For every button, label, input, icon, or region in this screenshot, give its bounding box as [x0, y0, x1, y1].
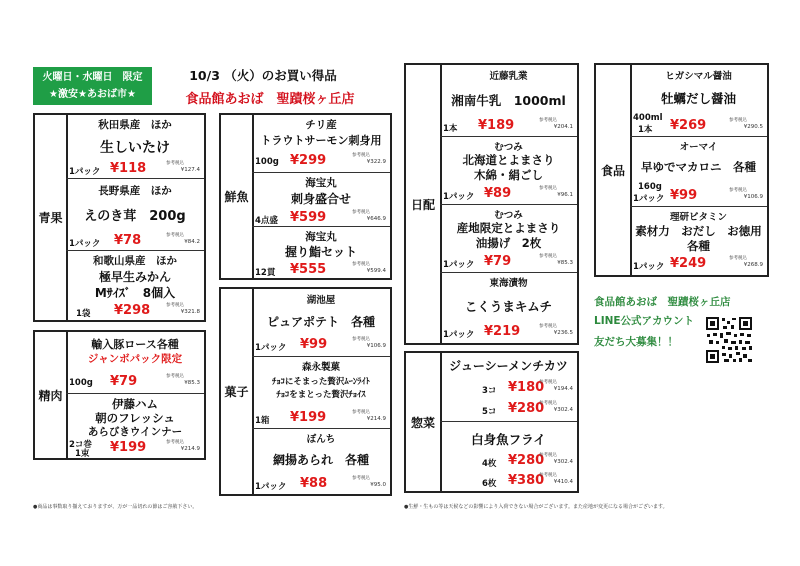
price: ¥280 — [508, 453, 545, 468]
ref-price-label: 参考税込 — [539, 324, 557, 329]
ref-price-label: 参考税込 — [166, 303, 184, 308]
price: ¥298 — [114, 303, 151, 318]
product-name: えのき茸 200g — [84, 209, 186, 224]
ref-price: ¥214.9 — [366, 416, 386, 422]
unit: 1パック — [443, 260, 475, 270]
unit: 1パック — [255, 482, 287, 492]
product-item — [440, 137, 577, 205]
product-name: トラウトサーモン刺身用 — [260, 134, 382, 147]
ref-price: ¥106.9 — [743, 194, 763, 200]
product-name-2: あらびきウインナー — [87, 426, 183, 438]
price: ¥99 — [670, 188, 698, 203]
maker: 近藤乳業 — [489, 71, 528, 82]
product-item — [440, 353, 577, 422]
product-name-2: 油揚げ 2枚 — [475, 236, 542, 250]
product-name: 極早生みかん — [98, 270, 171, 284]
unit-2: 1束 — [75, 449, 90, 459]
maker: 海宝丸 — [305, 177, 337, 189]
flyer-title: 10/3 （火）のお買い得品 — [189, 68, 337, 83]
maker: 東海漬物 — [489, 278, 528, 289]
promo-line2: ★激安★あおば市★ — [49, 89, 136, 100]
ref-price-label: 参考税込 — [539, 380, 557, 385]
ref-price-label: 参考税込 — [539, 453, 557, 458]
ref-price-label: 参考税込 — [729, 118, 747, 123]
product-name: 朝のフレッシュ — [95, 411, 175, 425]
price: ¥99 — [300, 337, 328, 352]
unit: 1パック — [69, 167, 101, 177]
ref-price: ¥85.3 — [557, 260, 573, 266]
maker: 伊藤ハム — [112, 397, 158, 411]
maker: 湖池屋 — [306, 295, 336, 306]
ref-price: ¥290.5 — [743, 124, 763, 130]
ref-price: ¥127.4 — [180, 167, 200, 173]
ref-price-label: 参考税込 — [352, 210, 370, 215]
ref-price: ¥194.4 — [553, 386, 573, 392]
side-friend-recruit: 友だち大募集！！ — [594, 336, 678, 348]
price: ¥78 — [114, 233, 142, 248]
product-name: 素材力 おだし お徳用 — [635, 224, 762, 238]
product-item — [66, 115, 204, 179]
category-label: 菓子 — [221, 289, 254, 494]
side-line-account: LINE公式アカウント — [594, 315, 694, 327]
ref-price-label: 参考税込 — [352, 337, 370, 342]
unit: 2コ巻 — [69, 440, 92, 450]
sozai-block — [404, 351, 579, 493]
product-item — [630, 65, 767, 137]
unit: 1パック — [443, 330, 475, 340]
ref-price: ¥85.3 — [184, 380, 200, 386]
category-label: 日配 — [406, 65, 442, 343]
ref-price: ¥321.8 — [180, 309, 200, 315]
seika-block — [33, 113, 206, 322]
ref-price-label: 参考税込 — [166, 440, 184, 445]
seiniku-block — [33, 330, 206, 460]
product-item — [440, 273, 577, 343]
price: ¥219 — [484, 324, 521, 339]
promo-line1: 火曜日・水曜日 限定 — [42, 72, 143, 83]
ref-price-label: 参考税込 — [729, 188, 747, 193]
unit: 1箱 — [255, 416, 270, 426]
price: ¥79 — [484, 254, 512, 269]
unit: 160g — [638, 182, 662, 192]
ref-price-label: 参考税込 — [166, 374, 184, 379]
ref-price: ¥302.4 — [553, 459, 573, 465]
product-name: 生しいたけ — [100, 140, 170, 156]
product-name: 刺身盛合せ — [290, 192, 351, 206]
product-name: ﾁｮｺにそまった贅沢ﾑｰﾝﾗｲﾄ — [272, 377, 370, 387]
price: ¥299 — [290, 153, 327, 168]
maker: むつみ — [494, 142, 523, 153]
unit: 4点盛 — [255, 216, 278, 226]
unit: 3コ — [482, 386, 497, 396]
product-name-2: 木綿・絹ごし — [474, 168, 543, 182]
unit: 100g — [69, 378, 93, 388]
kashi-block — [219, 287, 392, 496]
unit: 12貫 — [255, 268, 276, 278]
ref-price: ¥646.9 — [366, 216, 386, 222]
category-label: 青果 — [35, 115, 68, 320]
ref-price: ¥410.4 — [553, 479, 573, 485]
unit: 6枚 — [482, 479, 497, 489]
product-item — [440, 422, 577, 491]
unit: 1パック — [255, 343, 287, 353]
product-name: ピュアポテト 各種 — [266, 315, 375, 329]
ref-price: ¥214.9 — [180, 446, 200, 452]
product-item — [252, 289, 390, 357]
maker: 和歌山県産 ほか — [93, 255, 177, 267]
sengyo-block — [219, 113, 392, 280]
ref-price-label: 参考税込 — [539, 118, 557, 123]
product-name: 牡蠣だし醤油 — [660, 91, 736, 106]
category-label: 食品 — [596, 65, 632, 275]
unit: 5コ — [482, 407, 497, 417]
maker: 森永製菓 — [301, 362, 340, 373]
ref-price: ¥302.4 — [553, 407, 573, 413]
footer-note-left: ●商品は事数取り揃えておりますが、万が一品切れの節はご容赦下さい。 — [33, 504, 198, 510]
product-name-2: 各種 — [687, 239, 710, 253]
ref-price: ¥236.5 — [553, 330, 573, 336]
product-name: ジューシーメンチカツ — [449, 359, 568, 373]
ref-price-label: 参考税込 — [352, 410, 370, 415]
product-item — [630, 137, 767, 207]
maker: ヒガシマル醤油 — [665, 71, 732, 82]
footer-note-right: ●生鮮・生もの等は天候などの影響により入荷できない場合がございます。また産地が変更になる場合がございます。 — [404, 504, 668, 510]
ref-price: ¥84.2 — [184, 239, 200, 245]
price: ¥280 — [508, 401, 545, 416]
product-name: 網揚あられ 各種 — [272, 453, 369, 467]
product-item — [252, 357, 390, 429]
product-item — [66, 251, 204, 320]
unit: 1パック — [69, 239, 101, 249]
store-name: 食品館あおば 聖蹟桜ヶ丘店 — [185, 92, 355, 107]
unit: 1パック — [633, 262, 665, 272]
ref-price-label: 参考税込 — [352, 476, 370, 481]
ref-price: ¥204.1 — [553, 124, 573, 130]
price: ¥189 — [478, 118, 515, 133]
product-item — [66, 332, 204, 394]
ref-price-label: 参考税込 — [539, 186, 557, 191]
maker: ぼんち — [306, 434, 336, 445]
price: ¥269 — [670, 118, 707, 133]
product-name-2: ﾁｮｺをまとった贅沢ﾁｮｲｽ — [276, 390, 366, 400]
price: ¥180 — [508, 380, 545, 395]
ref-price: ¥96.1 — [557, 192, 573, 198]
maker: 理研ビタミン — [669, 212, 727, 223]
ref-price-label: 参考税込 — [166, 233, 184, 238]
price: ¥79 — [110, 374, 138, 389]
product-item — [252, 227, 390, 278]
ref-price-label: 参考税込 — [352, 262, 370, 267]
ref-price: ¥95.0 — [370, 482, 386, 488]
unit: 4枚 — [482, 459, 497, 469]
maker: むつみ — [494, 210, 523, 221]
product-item — [66, 179, 204, 251]
unit-2: 1本 — [638, 125, 653, 135]
price: ¥199 — [290, 410, 327, 425]
product-item — [440, 65, 577, 137]
product-name: 握り鮨セット — [284, 245, 357, 259]
ref-price: ¥322.9 — [366, 159, 386, 165]
maker: チリ産 — [305, 119, 337, 131]
price: ¥89 — [484, 186, 512, 201]
price: ¥249 — [670, 256, 707, 271]
unit-2: 1パック — [633, 194, 665, 204]
qr-code-icon — [705, 316, 753, 364]
product-name: こくうまキムチ — [464, 299, 553, 314]
maker: 長野県産 ほか — [98, 185, 172, 197]
side-store: 食品館あおば 聖蹟桜ヶ丘店 — [594, 296, 731, 308]
product-name: 白身魚フライ — [471, 432, 546, 447]
product-item — [252, 173, 390, 227]
ref-price-label: 参考税込 — [166, 161, 184, 166]
maker: 海宝丸 — [305, 231, 337, 243]
price: ¥555 — [290, 262, 327, 277]
product-name: 湘南牛乳 1000ml — [451, 93, 566, 108]
category-label: 鮮魚 — [221, 115, 254, 278]
price: ¥599 — [290, 210, 327, 225]
ref-price-label: 参考税込 — [539, 254, 557, 259]
maker: 秋田県産 ほか — [98, 119, 172, 131]
maker: オーマイ — [679, 142, 718, 153]
product-item — [252, 115, 390, 173]
product-name: 早ゆでマカロニ 各種 — [641, 160, 756, 174]
ref-price: ¥599.4 — [366, 268, 386, 274]
unit: 1パック — [443, 192, 475, 202]
shokuhin-block — [594, 63, 769, 277]
unit: 400ml — [633, 113, 663, 123]
nippai-block — [404, 63, 579, 345]
ref-price-label: 参考税込 — [539, 473, 557, 478]
price: ¥88 — [300, 476, 328, 491]
ref-price-label: 参考税込 — [352, 153, 370, 158]
unit: 1袋 — [76, 309, 91, 319]
ref-price: ¥106.9 — [366, 343, 386, 349]
product-name: 産地限定とよまさり — [456, 221, 561, 235]
price: ¥199 — [110, 440, 147, 455]
promo-banner — [33, 67, 152, 105]
ref-price: ¥268.9 — [743, 262, 763, 268]
unit: 100g — [255, 157, 279, 167]
product-item — [252, 429, 390, 494]
product-name: ジャンボパック限定 — [87, 353, 183, 365]
product-item — [440, 205, 577, 273]
price: ¥380 — [508, 473, 545, 488]
ref-price-label: 参考税込 — [729, 256, 747, 261]
category-label: 精肉 — [35, 332, 68, 458]
ref-price-label: 参考税込 — [539, 401, 557, 406]
product-name: 北海道とよまさり — [462, 153, 555, 167]
product-item — [630, 207, 767, 275]
product-item — [66, 394, 204, 458]
product-name-2: Mｻｲｽﾞ 8個入 — [94, 286, 176, 300]
maker: 輸入豚ロース各種 — [91, 338, 179, 351]
price: ¥118 — [110, 161, 147, 176]
unit: 1本 — [443, 124, 458, 134]
category-label: 惣菜 — [406, 353, 442, 491]
